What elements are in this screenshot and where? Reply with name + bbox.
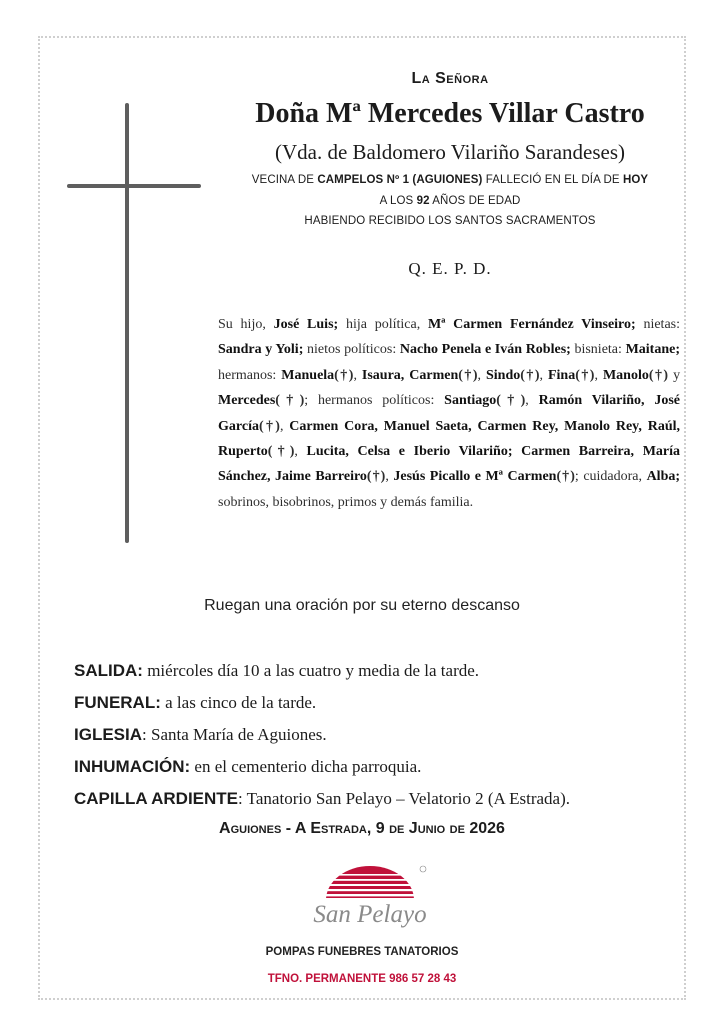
residence-line: VECINA DE CAMPELOS Nº 1 (AGUIONES) FALLECIÓ EN EL DÍA DE HOY — [251, 174, 649, 186]
family-list: Su hijo, José Luis; hija política, Mª Carmen Fernández Vinseiro; nietas: Sandra y Yoli; nietos políticos: Nacho Penela e Iván Robles; bisnieta: Maitane; hermanos: Manuela(†), Isaura, Carmen(†), Sindo(†), Fina(†), Manolo(†) y Mercedes(†); hermanos políticos: Santiago(†), Ramón Vilariño, José García(†), Carmen Cora, Manuel Saeta, Carmen Rey, Manolo Rey, Raúl, Ruperto(†), Lucita, Celsa e Iberio Vilariño; Carmen Barreira, María Sánchez, Jaime Barreiro(†), Jesús Picallo e Mª Carmen(†); cuidadora, Alba; sobrinos, bisobrinos, primos y demás familia. — [218, 317, 681, 510]
qepd: Q. E. P. D. — [408, 259, 492, 278]
phone-number: TFNO. PERMANENTE 986 57 28 43 — [267, 973, 457, 985]
detail-inhumacion: INHUMACIÓN: en el cementerio dicha parroquia. — [74, 757, 422, 776]
detail-capilla: CAPILLA ARDIENTE: Tanatorio San Pelayo – Velatorio 2 (A Estrada). — [74, 789, 570, 808]
logo-text: San Pelayo — [313, 901, 427, 928]
detail-salida: SALIDA: miércoles día 10 a las cuatro y media de la tarde. — [74, 661, 480, 680]
prayer-request: Ruegan una oración por su eterno descanso — [204, 597, 520, 614]
sacraments-line: HABIENDO RECIBIDO LOS SANTOS SACRAMENTOS — [304, 215, 596, 227]
age-line: A LOS 92 AÑOS DE EDAD — [379, 195, 521, 207]
detail-iglesia: IGLESIA: Santa María de Aguiones. — [74, 725, 327, 744]
widow-of: (Vda. de Baldomero Vilariño Sarandeses) — [275, 140, 625, 164]
deceased-name: Doña Mª Mercedes Villar Castro — [255, 98, 645, 129]
detail-funeral: FUNERAL: a las cinco de la tarde. — [74, 693, 317, 712]
company-name: POMPAS FUNEBRES TANATORIOS — [265, 946, 459, 958]
san-pelayo-logo — [298, 860, 442, 940]
service-details — [74, 655, 570, 815]
place-date: Aguiones - A Estrada, 9 de Junio de 2026 — [219, 820, 505, 837]
title-prefix: La Señora — [411, 70, 489, 87]
